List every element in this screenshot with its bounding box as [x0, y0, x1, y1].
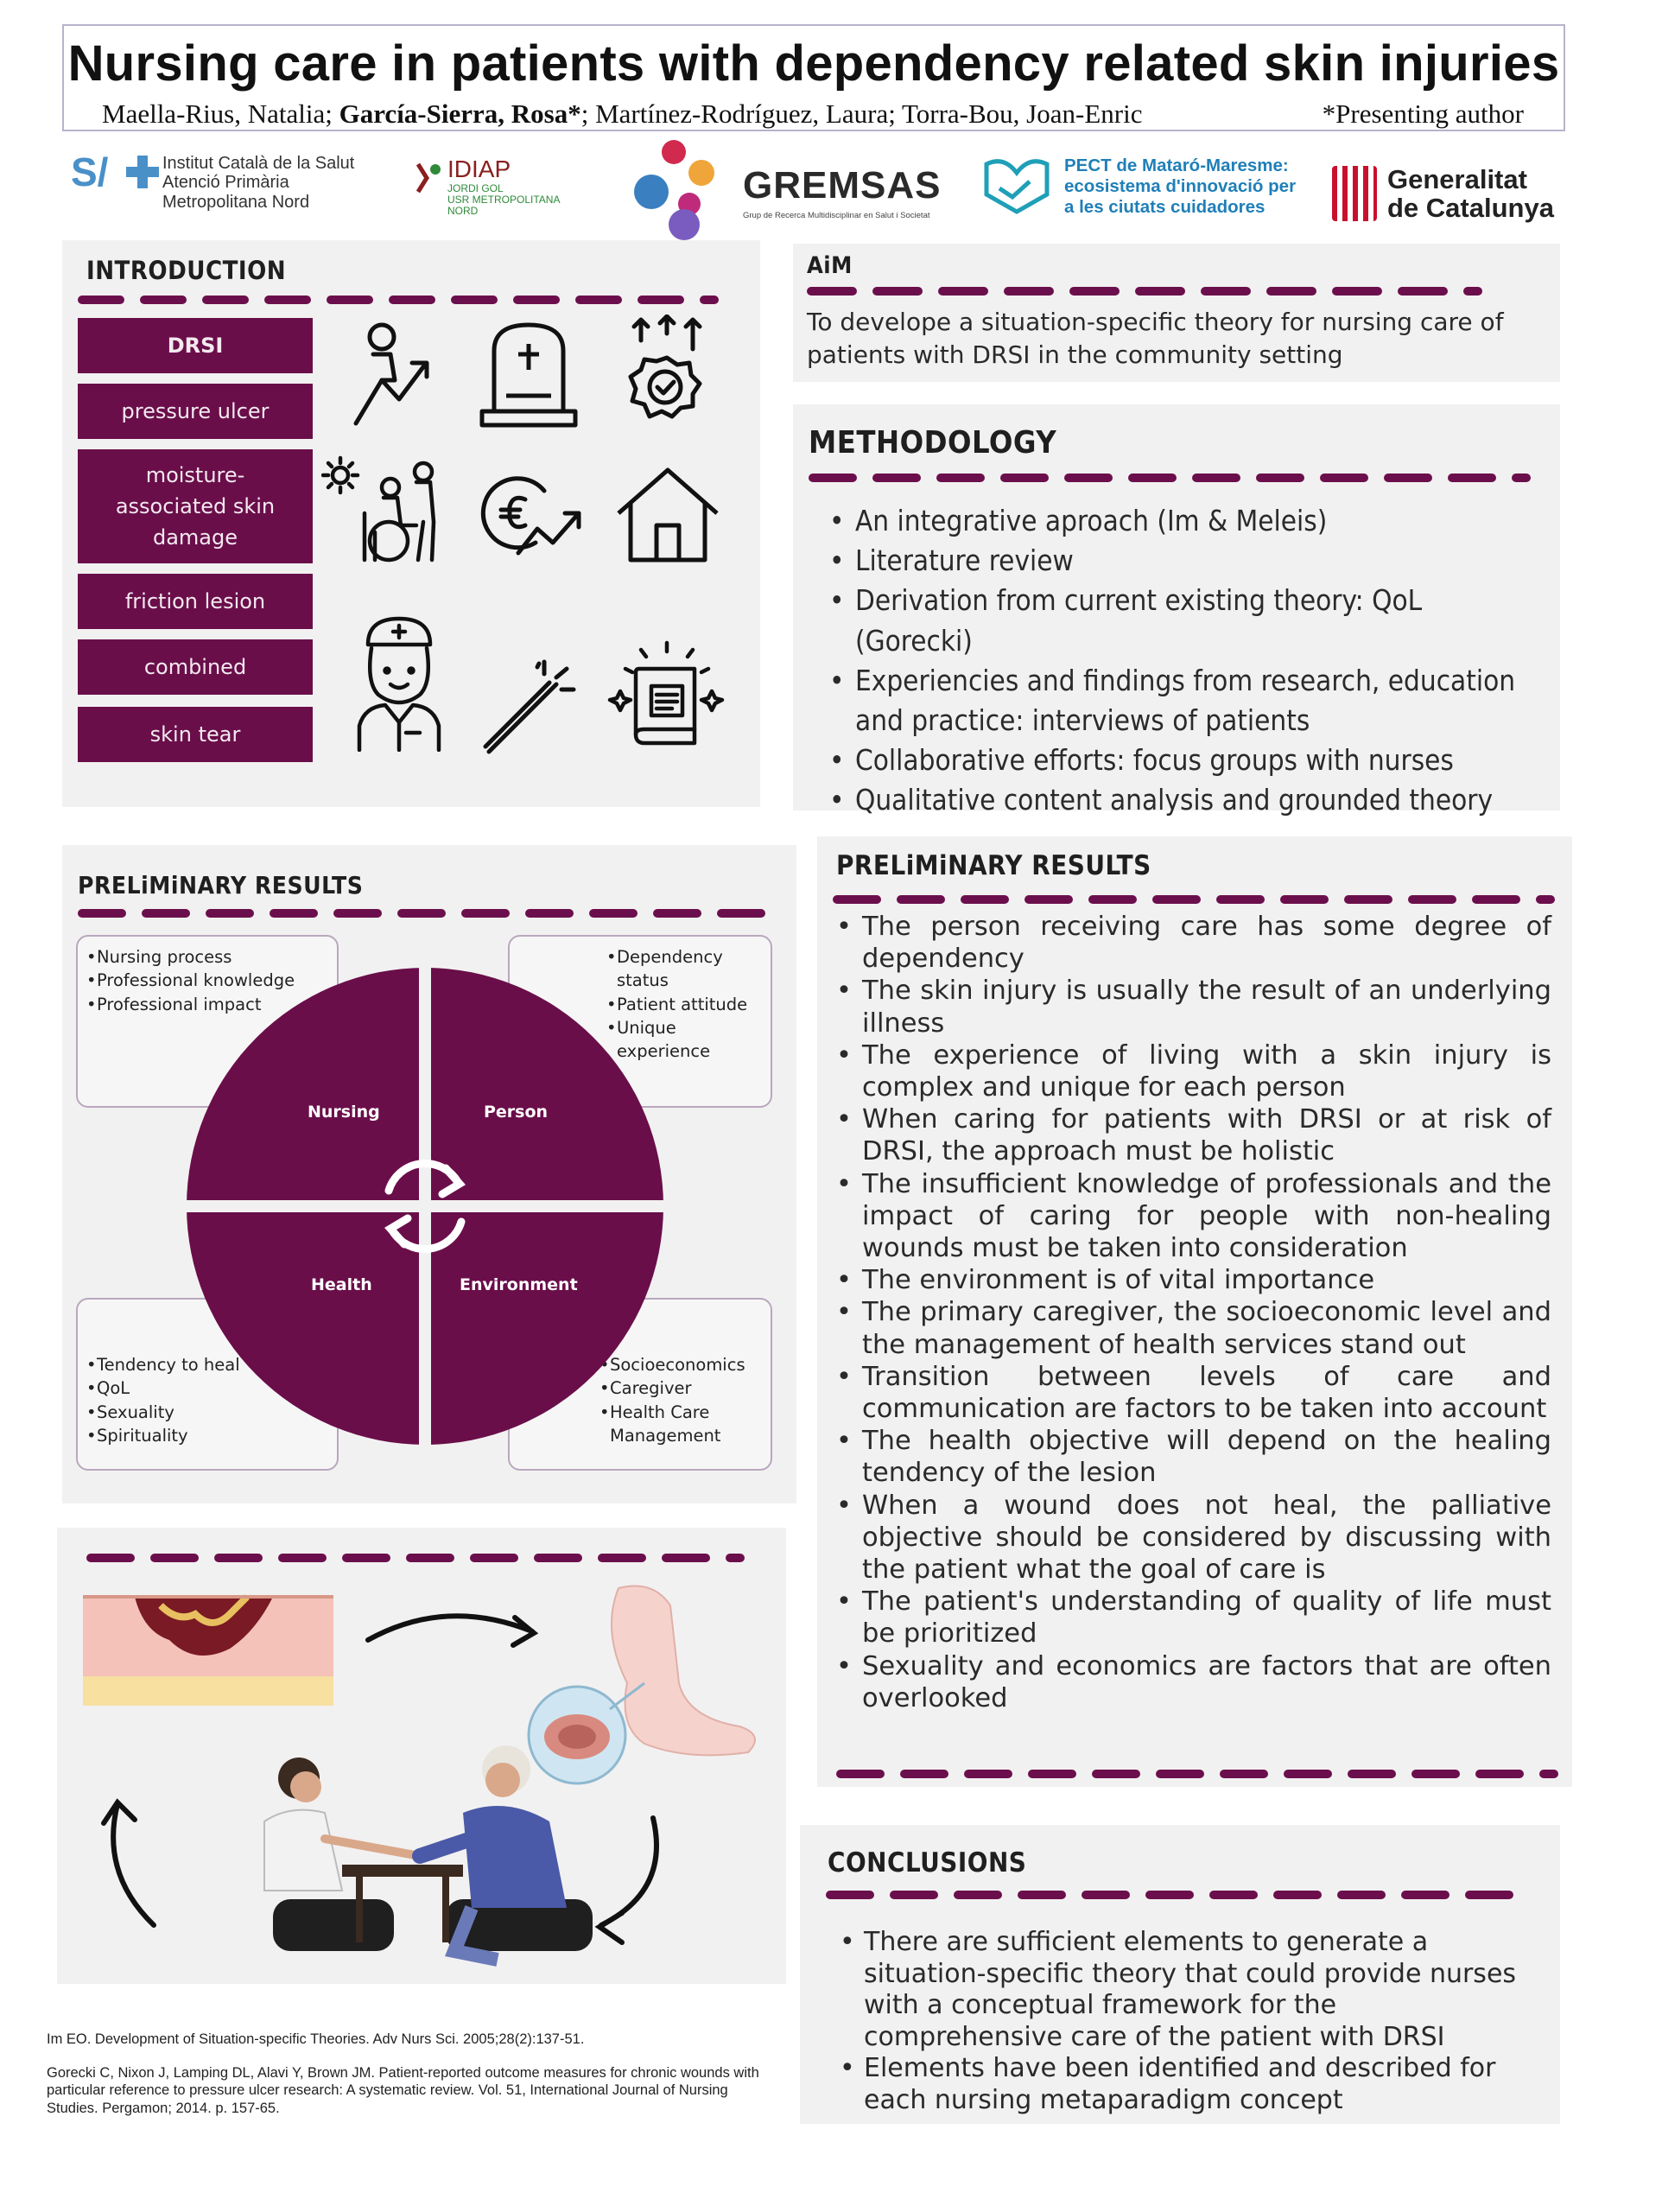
environment-item: • Socioeconomics [599, 1353, 771, 1376]
euro-growth-icon [475, 465, 587, 569]
logo-bar [62, 138, 1583, 242]
wheelchair-caregiver-icon [321, 453, 451, 565]
methodology-title: METHODOLOGY [809, 425, 1057, 461]
nurse-icon [347, 613, 451, 752]
authors-line [102, 99, 1142, 130]
title-box [62, 24, 1565, 131]
methodology-item: • Qualitative content analysis and grounded theory [829, 780, 1520, 820]
gremsas-name: GREMSAS [743, 164, 942, 207]
ics-sub1: Atenció Primària [162, 173, 289, 193]
ics-cross-icon [126, 156, 159, 188]
results-bottom-divider [836, 1770, 1558, 1778]
presenting-author: García-Sierra, Rosa* [339, 99, 581, 129]
nursing-item: • Professional knowledge [86, 969, 328, 992]
ics-logo [71, 138, 365, 242]
intro-tag: DRSI [78, 318, 313, 373]
gremsas-sub: Grup de Recerca Multidisciplinar en Salut i Societat [743, 211, 930, 220]
care-cycle-illustration [83, 1580, 774, 1977]
foot-wound-icon [529, 1586, 755, 1784]
authors-pre: Maella-Rius, Natalia; [102, 99, 339, 129]
book-icon [606, 639, 727, 760]
person-item: • Unique experience [606, 1016, 771, 1064]
skin-wound-icon [83, 1597, 333, 1706]
intro-tag: moisture-associated skin damage [78, 449, 313, 563]
health-item: • Tendency to heal [86, 1353, 328, 1376]
intro-tag: combined [78, 639, 313, 695]
references [47, 2031, 764, 2133]
award-badge-icon [615, 315, 719, 432]
quadrant-health: Health [311, 1275, 372, 1294]
conclusions-panel [800, 1825, 1560, 2124]
gencat-line1: Generalitat [1387, 164, 1527, 194]
intro-tag: pressure ulcer [78, 384, 313, 439]
health-item: • QoL [86, 1376, 328, 1400]
introduction-title: INTRODUCTION [86, 256, 287, 285]
intro-tag: friction lesion [78, 574, 313, 629]
conclusion-item: • Elements have been identified and described for each nursing metaparadigm concept [838, 2053, 1529, 2116]
gencat-line2: de Catalunya [1387, 192, 1554, 223]
result-item: • Sexuality and economics are factors that are often overlooked [834, 1650, 1551, 1714]
result-item: • The skin injury is usually the result of an underlying illness [834, 975, 1551, 1039]
reference-item: Im EO. Development of Situation-specific Theories. Adv Nurs Sci. 2005;28(2):137-51. [47, 2031, 585, 2047]
introduction-panel [62, 240, 760, 807]
diagram-divider [78, 909, 765, 918]
pect-logo [978, 138, 1323, 242]
aim-text: To develope a situation-specific theory for nursing care of patients with DRSI in the community setting [807, 308, 1504, 369]
health-item: • Spirituality [86, 1424, 328, 1447]
quadrant-environment: Environment [460, 1275, 578, 1294]
conclusions-title: CONCLUSIONS [828, 1847, 1027, 1878]
methodology-list [829, 501, 1520, 821]
methodology-panel [793, 404, 1560, 817]
ics-mark: S/ [71, 149, 109, 194]
gremsas-dots-icon [632, 138, 736, 242]
idiap-name: IDIAP [447, 156, 511, 182]
result-item: • When caring for patients with DRSI or at risk of DRSI, the approach must be holistic [834, 1103, 1551, 1167]
idiap-sub3: NORD [447, 205, 479, 218]
pect-sub1: ecosistema d'innovació per [1064, 176, 1297, 197]
quadrant-nursing: Nursing [308, 1103, 380, 1122]
methodology-divider [809, 474, 1531, 482]
conclusions-list [838, 1927, 1529, 2117]
pect-sub2: a les ciutats cuidadores [1064, 197, 1266, 218]
nursing-item: • Professional impact [86, 993, 328, 1016]
result-item: • Transition between levels of care and communication are factors to be taken into account [834, 1361, 1551, 1425]
ics-name: Institut Català de la Salut [162, 154, 355, 173]
presenting-note: *Presenting author [1322, 99, 1524, 129]
methodology-item: • Derivation from current existing theory: QoL (Gorecki) [829, 581, 1520, 660]
result-item: • The health objective will depend on the healing tendency of the lesion [834, 1425, 1551, 1489]
results-divider [833, 895, 1555, 904]
person-arrow-up-icon [347, 320, 451, 432]
illustration-panel [57, 1528, 786, 1984]
result-item: • The primary caregiver, the socioeconomic level and the management of health services stand out [834, 1296, 1551, 1360]
idiap-logo [415, 138, 561, 242]
authors-post: ; Martínez-Rodríguez, Laura; Torra-Bou, Joan-Enric [580, 99, 1143, 129]
person-item: • Dependency status [606, 945, 771, 993]
conclusions-divider [826, 1891, 1513, 1899]
methodology-item: • An integrative aproach (Im & Meleis) [829, 501, 1520, 541]
tombstone-icon [477, 316, 580, 429]
result-item: • The experience of living with a skin injury is complex and unique for each person [834, 1039, 1551, 1103]
idiap-sub1: JORDI GOL [447, 182, 504, 194]
diagram-title: PRELiMiNARY RESULTS [78, 871, 364, 899]
methodology-item: • Collaborative efforts: focus groups with nurses [829, 741, 1520, 780]
methodology-item: • Experiencies and findings from research, education and practice: interviews of patients [829, 661, 1520, 741]
nursing-item: • Nursing process [86, 945, 328, 969]
result-item: • The person receiving care has some degree of dependency [834, 911, 1551, 975]
idiap-sub2: USR METROPOLITANA [447, 194, 561, 207]
idiap-mark-icon [415, 161, 444, 195]
aim-divider [807, 287, 1482, 296]
health-item: • Sexuality [86, 1401, 328, 1424]
result-item: • The environment is of vital importance [834, 1264, 1551, 1296]
intro-tag: skin tear [78, 707, 313, 762]
methodology-item: • Literature review [829, 541, 1520, 581]
pect-name: PECT de Mataró-Maresme: [1064, 156, 1289, 175]
poster-title: Nursing care in patients with dependency related skin injuries [67, 35, 1560, 92]
results-panel [817, 836, 1572, 1787]
result-item: • When a wound does not heal, the palliative objective should be considered by discussing with the patient what the goal of care is [834, 1490, 1551, 1586]
gencat-logo [1332, 138, 1583, 242]
house-icon [612, 463, 724, 567]
results-title: PRELiMiNARY RESULTS [836, 850, 1151, 881]
introduction-divider [78, 296, 719, 304]
person-item: • Patient attitude [606, 993, 771, 1016]
ics-sub2: Metropolitana Nord [162, 192, 310, 212]
aim-panel [793, 244, 1560, 382]
metaparadigm-circle [183, 964, 667, 1448]
gremsas-logo [632, 138, 995, 242]
results-list [834, 911, 1551, 1714]
nurse-patient-scene-icon [264, 1745, 593, 1960]
environment-item: • Caregiver [599, 1376, 771, 1400]
senyera-icon [1332, 166, 1377, 221]
conclusion-item: • There are sufficient elements to generate a situation-specific theory that could provide nurses with a conceptual framework for the comprehensive care of the patient with DRSI [838, 1927, 1529, 2053]
quadrant-person: Person [484, 1103, 549, 1122]
result-item: • The insufficient knowledge of professionals and the impact of caring for people with non-healing wounds must be taken into consideration [834, 1168, 1551, 1265]
aim-title: AiM [807, 252, 853, 279]
reference-item: Gorecki C, Nixon J, Lamping DL, Alavi Y, Brown JM. Patient-reported outcome measures for chronic wounds with particular reference to pressure ulcer research: A systematic review. Vol. 51, International Journal of Nursing Studies. Pergamon; 2014. p. 157-65. [47, 2064, 759, 2116]
environment-item: • Health Care Management [599, 1401, 771, 1448]
handshake-icon [978, 156, 1056, 216]
diagram-panel [62, 845, 796, 1503]
illustration-divider [86, 1554, 745, 1562]
magic-wand-icon [477, 652, 589, 755]
result-item: • The patient's understanding of quality of life must be prioritized [834, 1586, 1551, 1649]
